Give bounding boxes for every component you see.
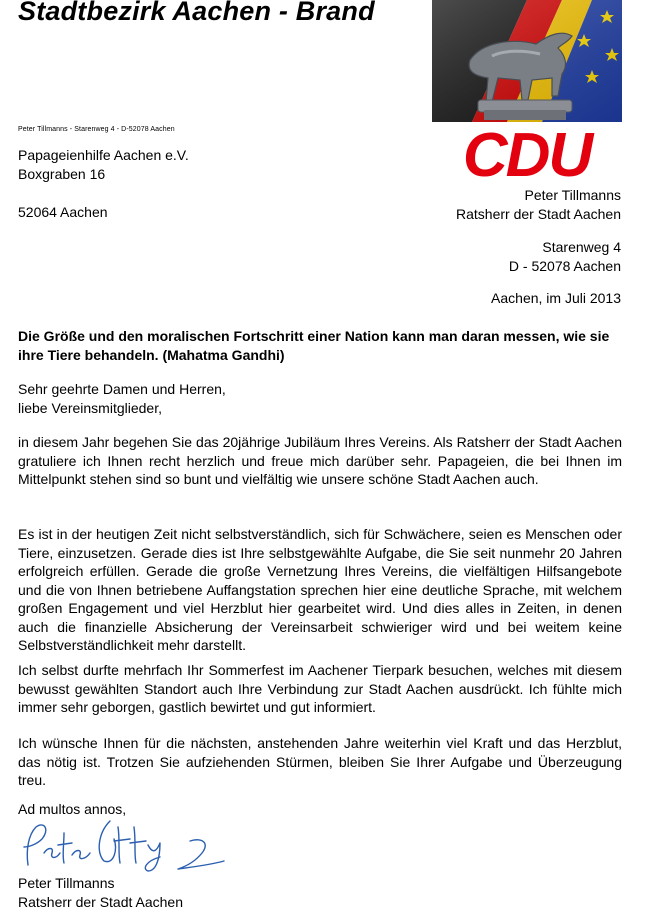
author-street: Starenweg 4 [542, 239, 621, 255]
signature-block [18, 874, 183, 912]
salutation-line-1: Sehr geehrte Damen und Herren, [18, 381, 226, 397]
signature-title: Ratsherr der Stadt Aachen [18, 894, 183, 910]
paragraph-3: Ich selbst durfte mehrfach Ihr Sommerfest im Aachener Tierpark besuchen, welches mit diesem bewusst gewählten Standort auch Ihre Verbindung zur Stadt Aachen ausdrückt. Ich fühlte mich immer sehr geborgen, gastlich bewirtet und gut informiert. [18, 662, 622, 715]
author-info [456, 186, 621, 224]
paragraph-4: Ich wünsche Ihnen für die nächsten, anstehenden Jahre weiterhin viel Kraft und das Herzblut, das nötig ist. Trotzen Sie aufziehenden Stürmen, bleiben Sie Ihrer Aufgabe und Überzeugung treu. [18, 735, 622, 788]
salutation-line-2: liebe Vereinsmitglieder, [18, 400, 162, 416]
author-city: D - 52078 Aachen [508, 258, 621, 274]
author-name: Peter Tillmanns [524, 187, 621, 203]
author-address [509, 238, 621, 276]
author-title: Ratsherr der Stadt Aachen [456, 206, 621, 222]
gandhi-quote: Die Größe und den moralischen Fortschritt einer Nation kann man daran messen, wie sie ihre Tiere behandeln. (Mahatma Gandhi) [18, 328, 610, 363]
recipient-address [18, 146, 189, 222]
closing-phrase: Ad multos annos, [18, 801, 127, 817]
paragraph-2: Es ist in der heutigen Zeit nicht selbstverständlich, sich für Schwächere, seien es Menschen oder Tiere, einzusetzen. Gerade dies ist Ihre selbstgewählte Aufgabe, die Sie seit nunmehr 20 Jahren erfolgreich erfüllen. Gerade die große Vernetzung Ihres Vereins, die vielfältigen Hilfsangebote und die von Ihnen betriebene Auffangstation sprechen hier eine deutliche Sprache, mit welchem großen Engagement und viel Herzblut hier gearbeitet wird. Und dies alles in Zeiten, in denen auch die finanzielle Absicherung der Vereinsarbeit schwieriger wird und bei weitem keine Selbstverständlichkeit mehr darstellt. [18, 526, 622, 653]
handwritten-signature [14, 813, 230, 873]
sender-return-address: Peter Tillmanns - Starenweg 4 - D-52078 Aachen [18, 126, 175, 133]
letterhead-title: Stadtbezirk Aachen - Brand [18, 0, 375, 26]
recipient-city: 52064 Aachen [18, 204, 108, 220]
recipient-name: Papageienhilfe Aachen e.V. [18, 147, 189, 163]
salutation [18, 380, 226, 418]
signature-name: Peter Tillmanns [18, 875, 115, 891]
paragraph-1: in diesem Jahr begehen Sie das 20jährige Jubiläum Ihres Vereins. Als Ratsherr der Stadt Aachen gratuliere ich Ihnen recht herzlich und freue mich darüber sehr. Papageien, die bei Ihnen im Mittelpunkt stehen sind so bunt und vielfältig wie unsere schöne Stadt Aachen auch. [18, 434, 622, 487]
cdu-logo [432, 0, 622, 182]
letter-date: Aachen, im Juli 2013 [491, 290, 621, 306]
cdu-wordmark: CDU [462, 121, 592, 182]
recipient-street: Boxgraben 16 [18, 166, 106, 182]
